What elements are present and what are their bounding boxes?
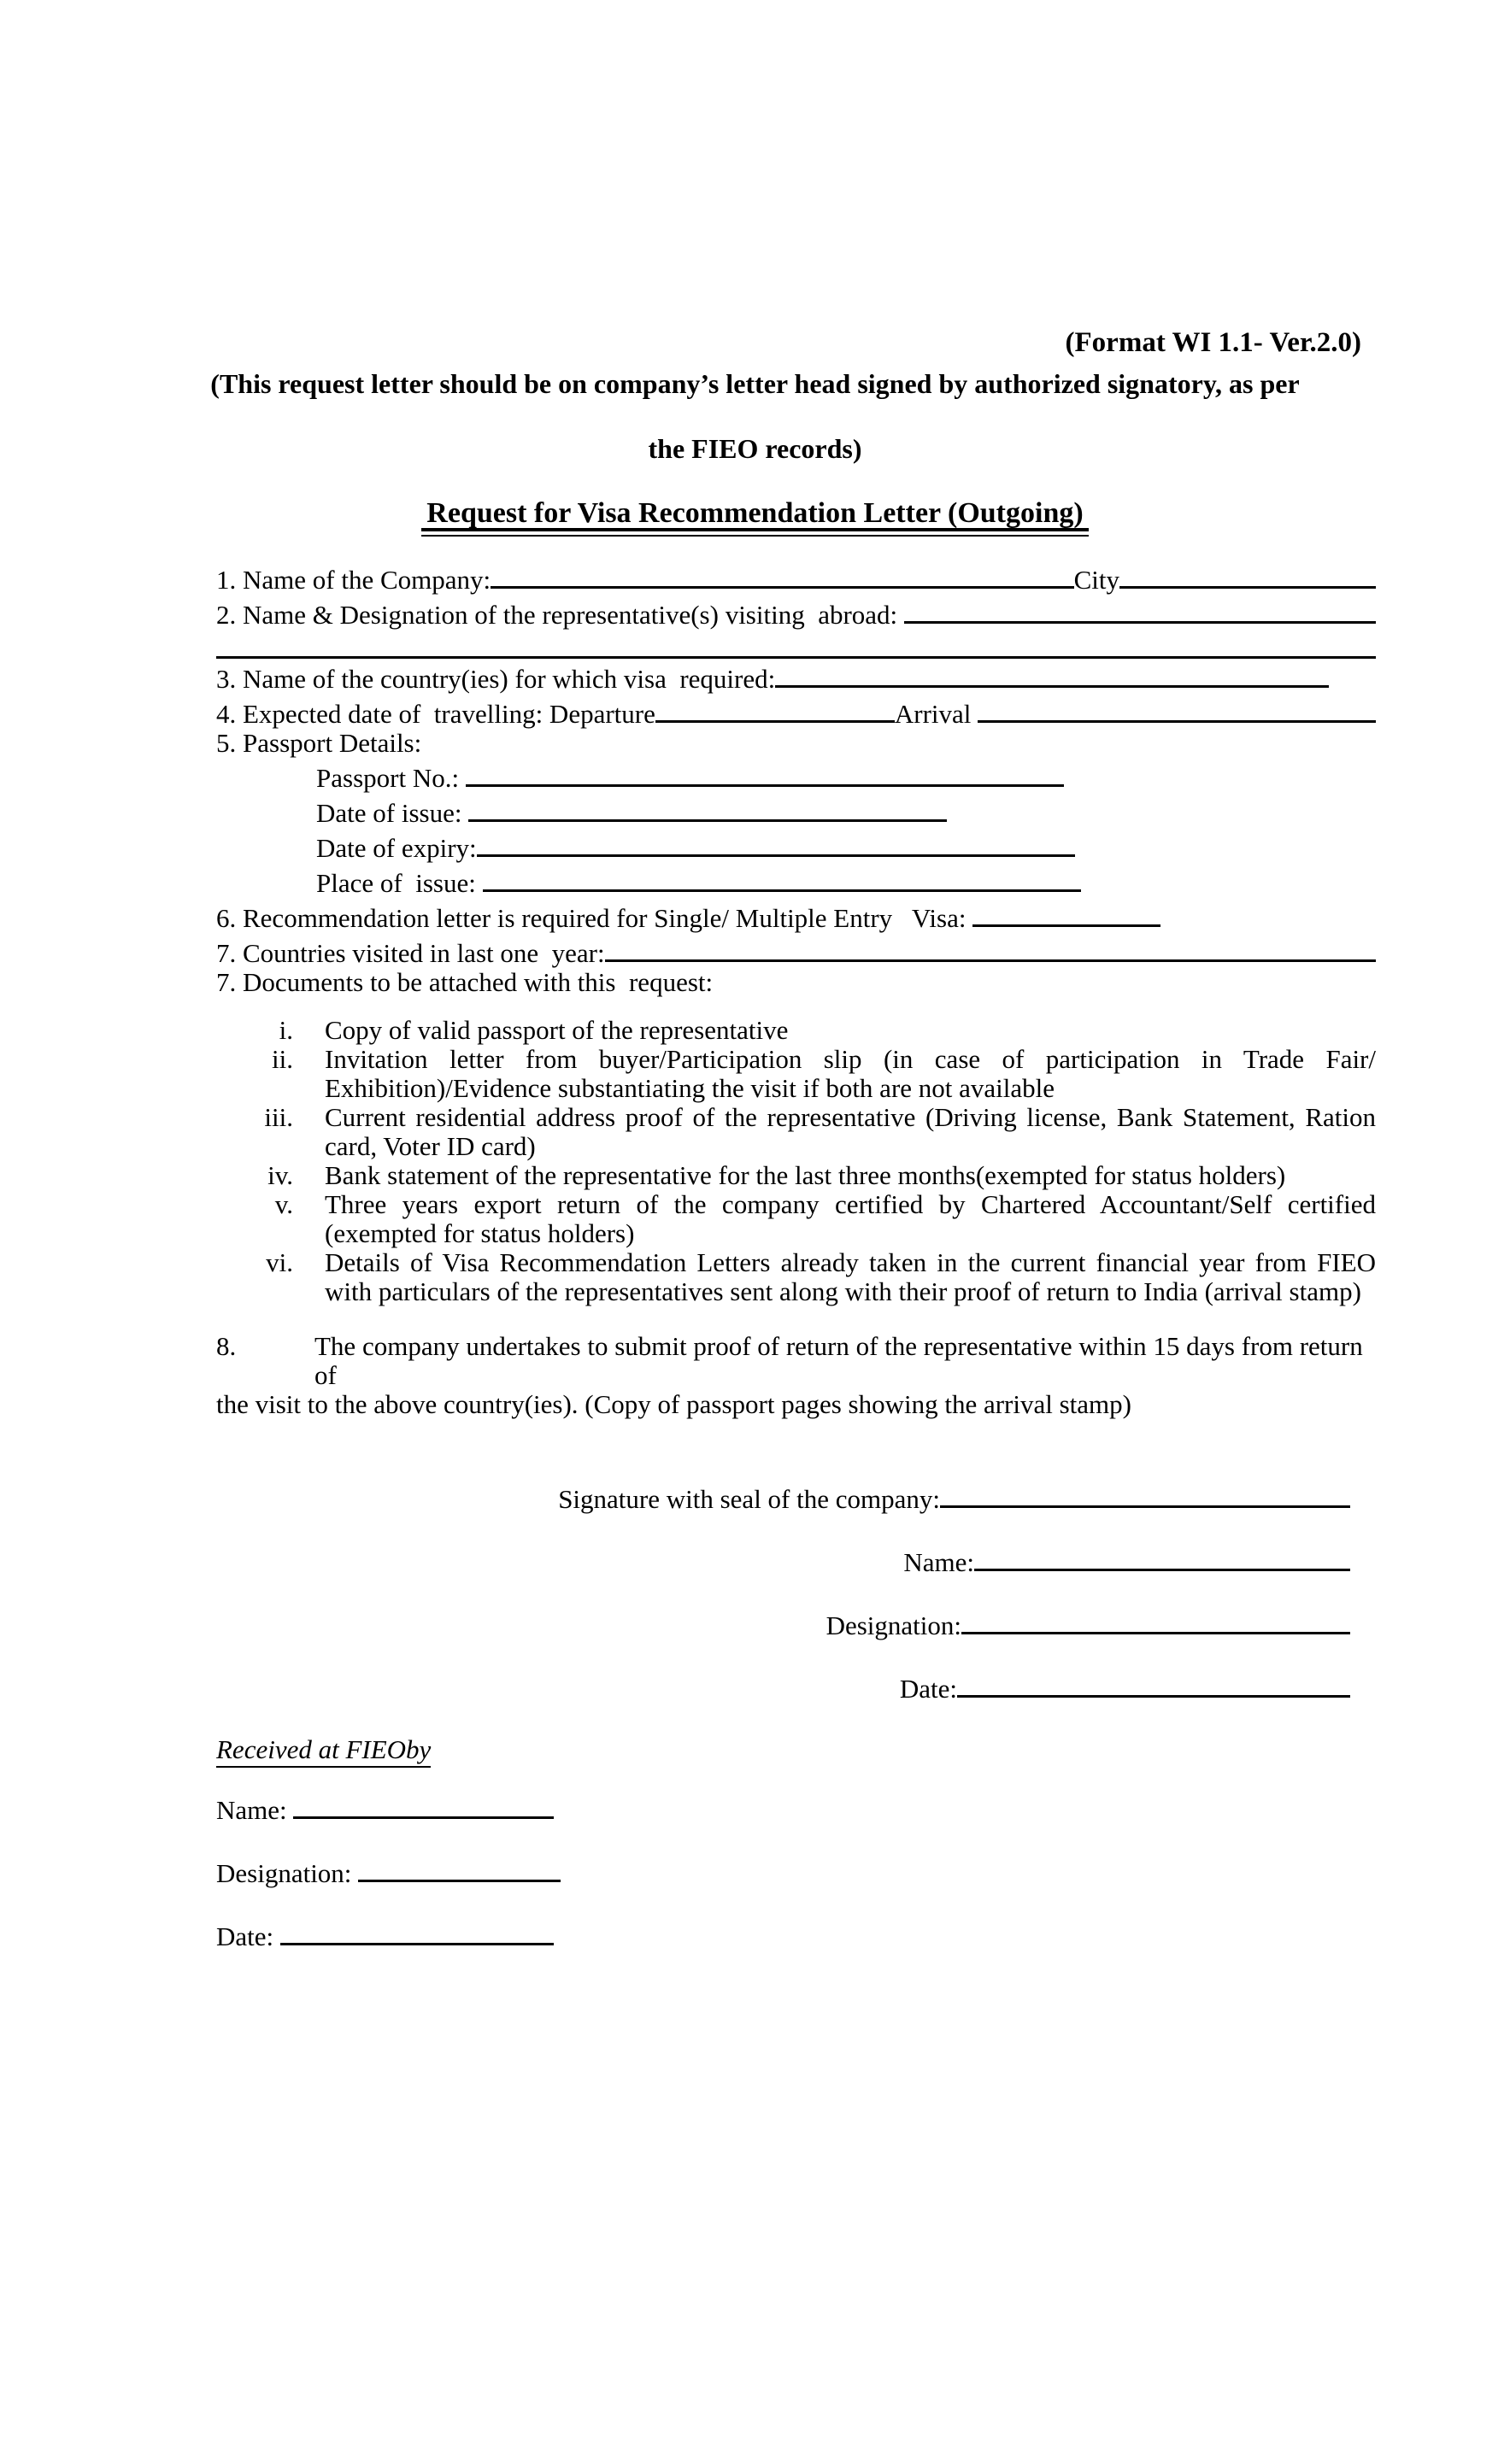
format-version-note: (Format WI 1.1- Ver.2.0) <box>1065 327 1361 358</box>
visa-country-row <box>216 659 1376 694</box>
travel-dates-row <box>216 694 1376 729</box>
documents-heading-row <box>216 968 1376 997</box>
visa-country-label: 3. Name of the country(ies) for which visa required: <box>216 664 776 694</box>
received-date-blank-line <box>280 1916 554 1945</box>
company-name-label: 1. Name of the Company: <box>216 565 491 595</box>
passport-expiry-date-row <box>316 828 1376 863</box>
entry-type-blank-line <box>972 898 1160 927</box>
undertaking-text-line2: the visit to the above country(ies). (Copy of passport pages showing the arrival stamp) <box>216 1389 1131 1419</box>
title-row <box>0 499 1510 537</box>
arrival-blank-line <box>978 694 1376 723</box>
list-item <box>216 1248 1376 1306</box>
received-designation-row <box>216 1853 1376 1888</box>
list-item-text: Details of Visa Recommendation Letters already taken in the current financial year from FIEO with particulars of the representatives sent along with their proof of return to India (arrival stamp) <box>325 1247 1376 1306</box>
received-designation-label: Designation: <box>216 1858 359 1888</box>
list-item <box>216 1103 1376 1161</box>
documents-heading-label: 7. Documents to be attached with this request: <box>216 967 714 997</box>
countries-visited-row <box>216 933 1376 968</box>
signature-block <box>216 1479 1376 1704</box>
signature-label: Signature with seal of the company: <box>558 1484 940 1514</box>
signatory-date-row <box>216 1669 1376 1704</box>
passport-issue-place-row <box>316 863 1376 898</box>
representative-blank-line <box>904 595 1376 624</box>
signatory-designation-blank-line <box>961 1605 1350 1634</box>
list-item-numeral: vi. <box>266 1247 293 1277</box>
received-name-row <box>216 1790 1376 1825</box>
undertaking-text-line1: The company undertakes to submit proof of return of the representative within 15 days from return of <box>314 1331 1363 1390</box>
signatory-date-label: Date: <box>899 1674 957 1704</box>
passport-no-row <box>316 758 1376 793</box>
list-item <box>216 1161 1376 1190</box>
representative-row <box>216 595 1376 630</box>
signatory-designation-label: Designation: <box>826 1610 961 1640</box>
passport-issue-place-label: Place of issue: <box>316 868 483 898</box>
list-item-numeral: i. <box>279 1015 293 1045</box>
city-label: City <box>1073 565 1119 595</box>
instruction-line-1: (This request letter should be on company’s letter head signed by authorized signatory, as per <box>210 368 1300 399</box>
arrival-label: Arrival <box>894 699 978 729</box>
list-item <box>216 1190 1376 1248</box>
received-designation-blank-line <box>358 1853 561 1882</box>
received-name-blank-line <box>293 1790 554 1819</box>
company-name-row <box>216 560 1376 595</box>
list-item <box>216 1016 1376 1045</box>
list-item-text: Bank statement of the representative for the last three months(exempted for status holders) <box>325 1160 1286 1190</box>
passport-issue-date-blank-line <box>468 793 947 822</box>
visa-country-blank-line <box>775 659 1329 688</box>
signature-row <box>216 1479 1376 1514</box>
departure-label: 4. Expected date of travelling: Departure <box>216 699 655 729</box>
entry-type-row <box>216 898 1376 933</box>
received-date-row <box>216 1916 1376 1951</box>
instruction-line-2: the FIEO records) <box>648 433 862 464</box>
form-body <box>0 560 1510 1951</box>
received-heading: Received at FIEOby <box>216 1735 431 1768</box>
list-item-numeral: iii. <box>264 1102 293 1132</box>
countries-visited-blank-line <box>605 933 1376 962</box>
passport-issue-date-label: Date of issue: <box>316 798 469 828</box>
undertaking-line-1 <box>216 1332 1376 1390</box>
list-item-text: Invitation letter from buyer/Participation slip (in case of participation in Trade Fair/ Exhibition)/Evidence substantiating the visit if both are not available <box>325 1044 1376 1103</box>
documents-list <box>216 1016 1376 1306</box>
page-title: Request for Visa Recommendation Letter (Outgoing) <box>421 499 1088 537</box>
list-item-numeral: iv. <box>267 1160 293 1190</box>
passport-details-row <box>216 729 1376 758</box>
company-name-blank-line <box>491 560 1073 589</box>
representative-continuation-blank-line <box>216 630 1376 659</box>
passport-issue-place-blank-line <box>483 863 1081 892</box>
list-item-numeral: ii. <box>272 1044 293 1074</box>
received-name-label: Name: <box>216 1795 294 1825</box>
passport-issue-date-row <box>316 793 1376 828</box>
entry-type-label: 6. Recommendation letter is required for Single/ Multiple Entry Visa: <box>216 903 973 933</box>
list-item-text: Three years export return of the company certified by Chartered Accountant/Self certified (exempted for status holders) <box>325 1189 1376 1248</box>
countries-visited-label: 7. Countries visited in last one year: <box>216 938 605 968</box>
list-item-numeral: v. <box>274 1189 293 1219</box>
received-heading-row <box>216 1735 1376 1768</box>
city-blank-line <box>1119 560 1376 589</box>
signatory-name-row <box>216 1542 1376 1577</box>
undertaking-paragraph <box>216 1332 1376 1419</box>
departure-blank-line <box>655 694 895 723</box>
passport-no-blank-line <box>466 758 1064 787</box>
passport-expiry-date-label: Date of expiry: <box>316 833 477 863</box>
signatory-name-label: Name: <box>903 1547 974 1577</box>
representative-label: 2. Name & Designation of the representative(s) visiting abroad: <box>216 600 904 630</box>
list-item-text: Copy of valid passport of the representative <box>325 1015 789 1045</box>
signatory-date-blank-line <box>957 1669 1350 1698</box>
representative-continuation-row <box>216 630 1376 659</box>
received-date-label: Date: <box>216 1921 280 1951</box>
undertaking-number: 8. <box>216 1331 237 1361</box>
signature-blank-line <box>940 1479 1350 1508</box>
passport-expiry-date-blank-line <box>477 828 1075 857</box>
list-item <box>216 1045 1376 1103</box>
passport-details-label: 5. Passport Details: <box>216 728 422 758</box>
document-page <box>0 328 1510 2464</box>
passport-no-label: Passport No.: <box>316 763 466 793</box>
list-item-text: Current residential address proof of the representative (Driving license, Bank Statement, Ration card, Voter ID card) <box>325 1102 1376 1161</box>
signatory-name-blank-line <box>974 1542 1350 1571</box>
signatory-designation-row <box>216 1605 1376 1640</box>
